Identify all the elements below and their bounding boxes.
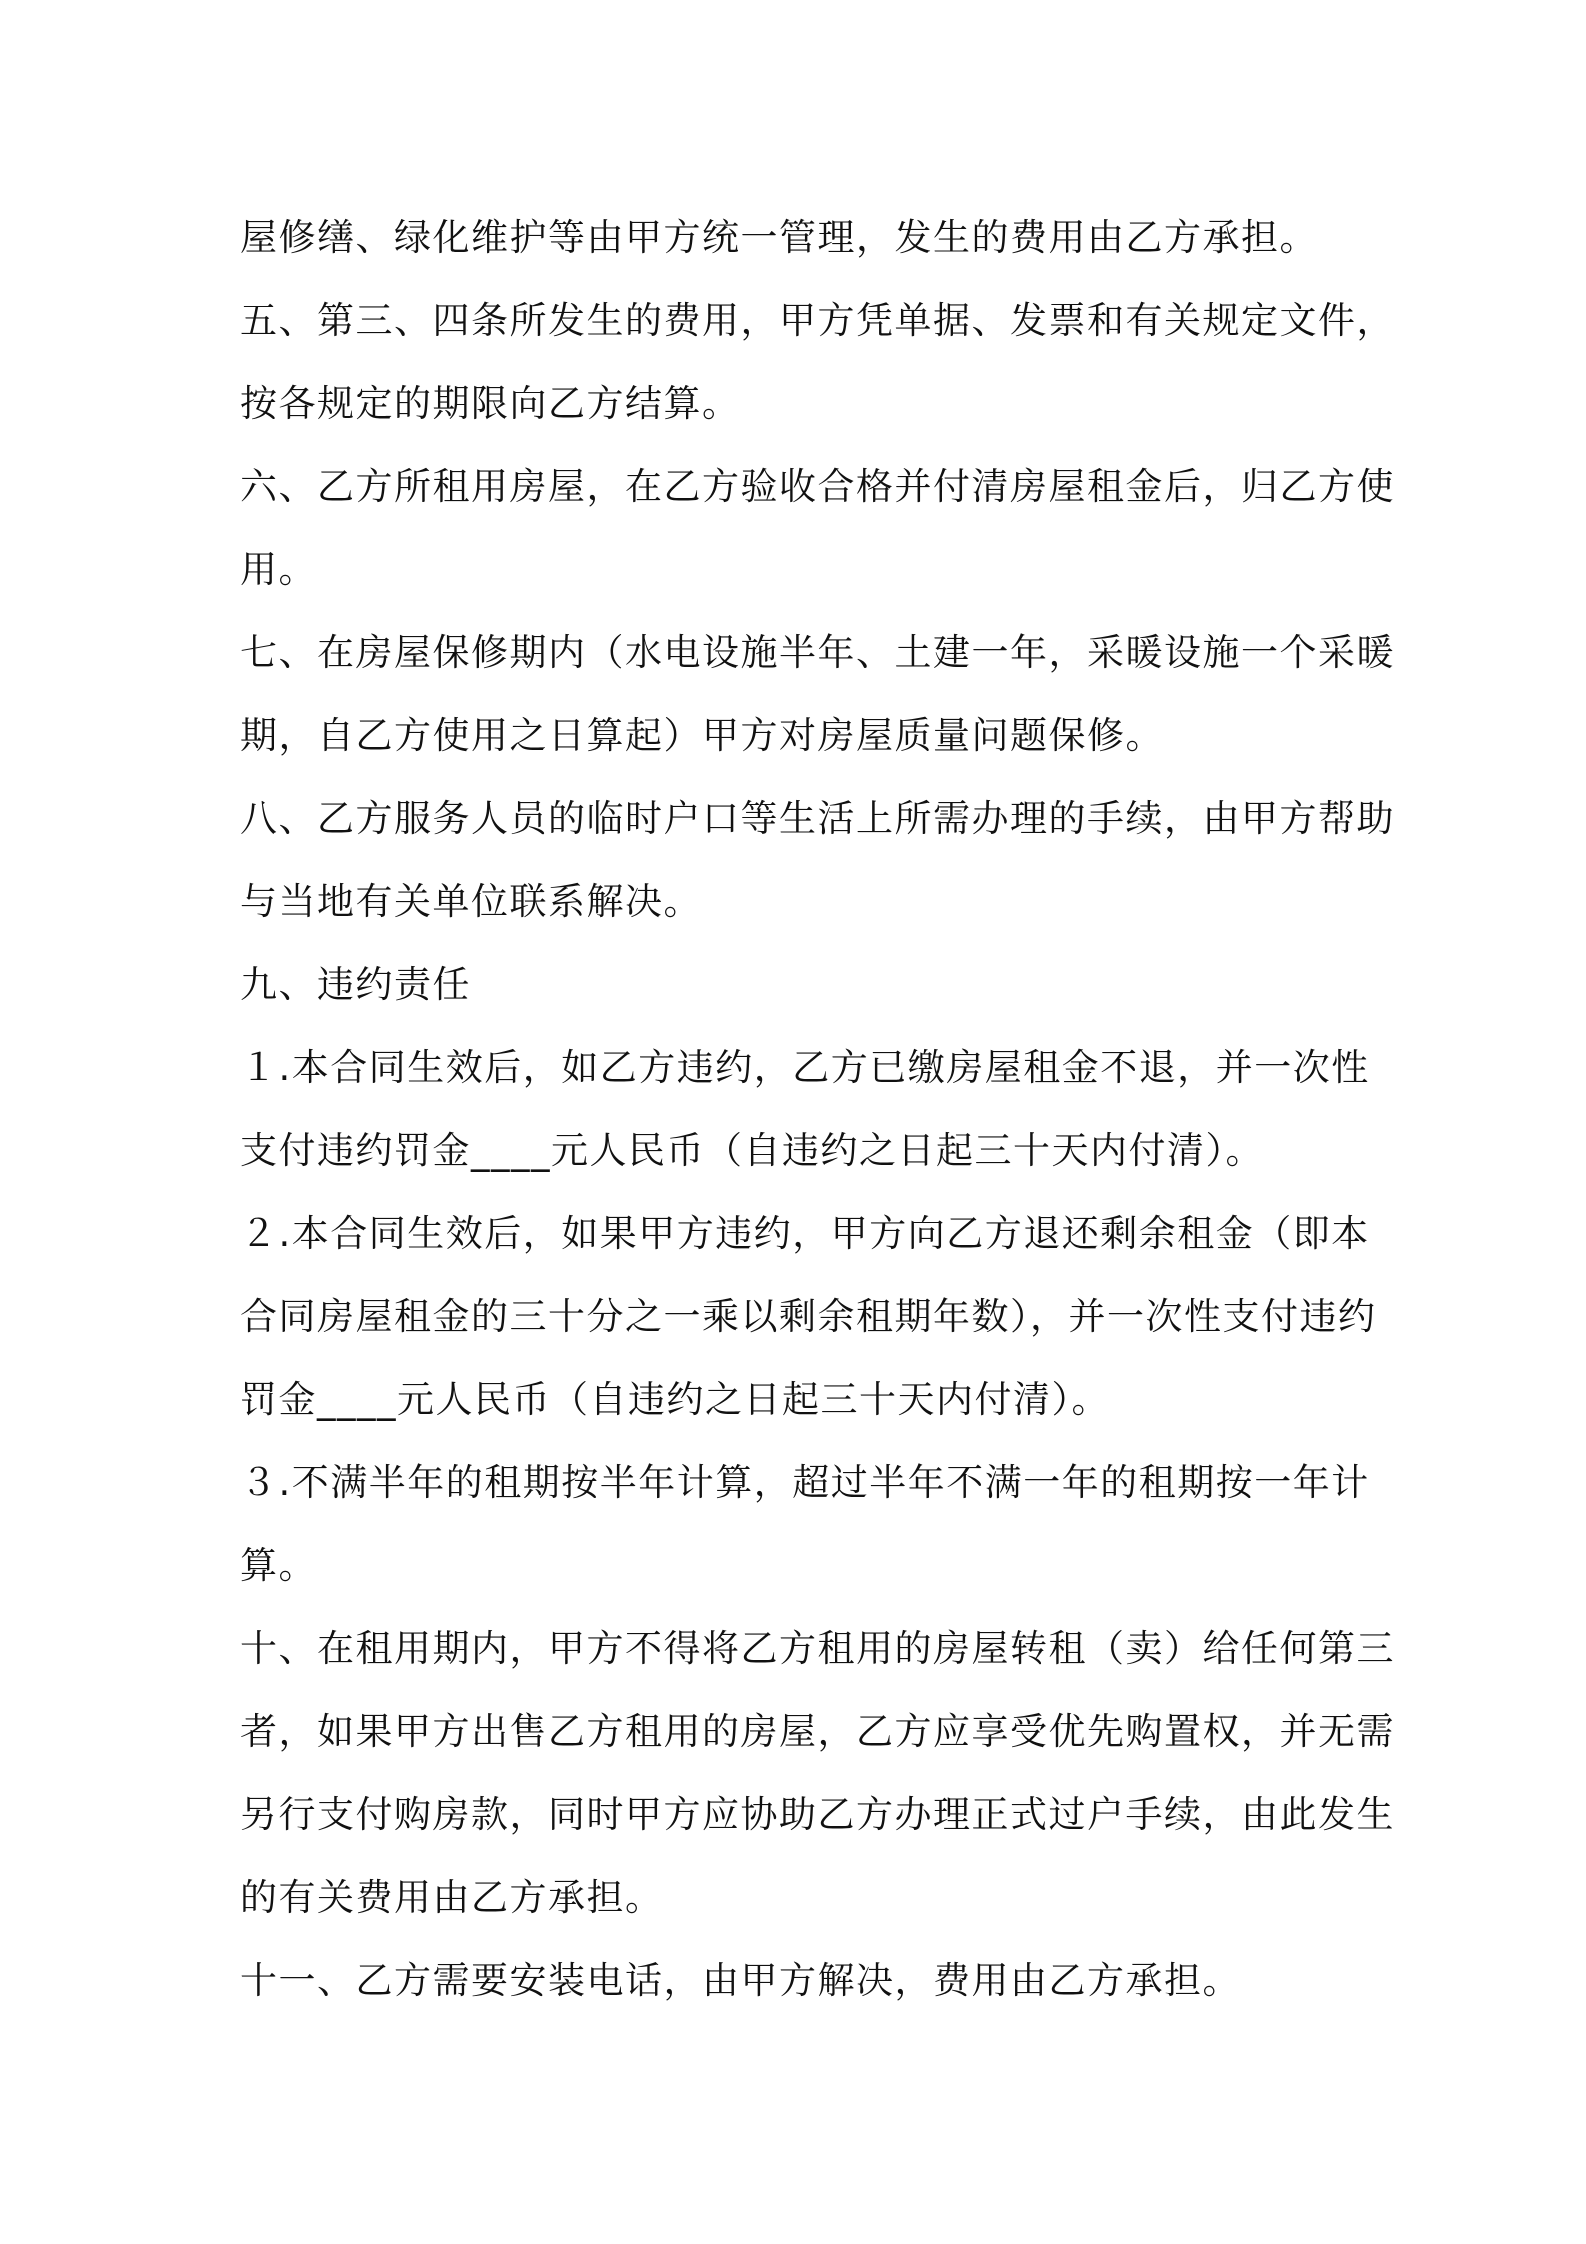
text-line: 十一、乙方需要安装电话，由甲方解决，费用由乙方承担。 <box>240 1959 1241 2002</box>
text-line: 合同房屋租金的三十分之一乘以剩余租期年数），并一次性支付违约 <box>240 1295 1377 1338</box>
text-line: 与当地有关单位联系解决。 <box>240 880 702 923</box>
text-line: 按各规定的期限向乙方结算。 <box>240 382 741 425</box>
text-line: 六、乙方所租用房屋，在乙方验收合格并付清房屋租金后，归乙方使 <box>240 465 1395 508</box>
text-line: １.本合同生效后，如乙方违约，乙方已缴房屋租金不退，并一次性 <box>240 1046 1370 1089</box>
text-line: 的有关费用由乙方承担。 <box>240 1876 664 1919</box>
text-line: 另行支付购房款，同时甲方应协助乙方办理正式过户手续，由此发生 <box>240 1793 1395 1836</box>
text-line: 屋修缮、绿化维护等由甲方统一管理，发生的费用由乙方承担。 <box>240 216 1318 259</box>
text-line: 算。 <box>240 1544 317 1587</box>
section-heading: 九、违约责任 <box>240 963 471 1006</box>
document-body <box>240 196 1395 2022</box>
text-line: 用。 <box>240 548 317 591</box>
text-line: 十、在租用期内，甲方不得将乙方租用的房屋转租（卖）给任何第三 <box>240 1627 1395 1670</box>
text-line: ２.本合同生效后，如果甲方违约，甲方向乙方退还剩余租金（即本 <box>240 1212 1370 1255</box>
text-line: 者，如果甲方出售乙方租用的房屋，乙方应享受优先购置权，并无需 <box>240 1710 1395 1753</box>
text-line: 五、第三、四条所发生的费用，甲方凭单据、发票和有关规定文件， <box>240 299 1395 342</box>
text-line: 七、在房屋保修期内（水电设施半年、土建一年，采暖设施一个采暖 <box>240 631 1395 674</box>
text-line: 期，自乙方使用之日算起）甲方对房屋质量问题保修。 <box>240 714 1164 757</box>
text-line: ３.不满半年的租期按半年计算，超过半年不满一年的租期按一年计 <box>240 1461 1370 1504</box>
text-line: 罚金____元人民币（自违约之日起三十天内付清）。 <box>240 1378 1110 1421</box>
text-line: 八、乙方服务人员的临时户口等生活上所需办理的手续，由甲方帮助 <box>240 797 1395 840</box>
text-line: 支付违约罚金____元人民币（自违约之日起三十天内付清）。 <box>240 1129 1264 1172</box>
